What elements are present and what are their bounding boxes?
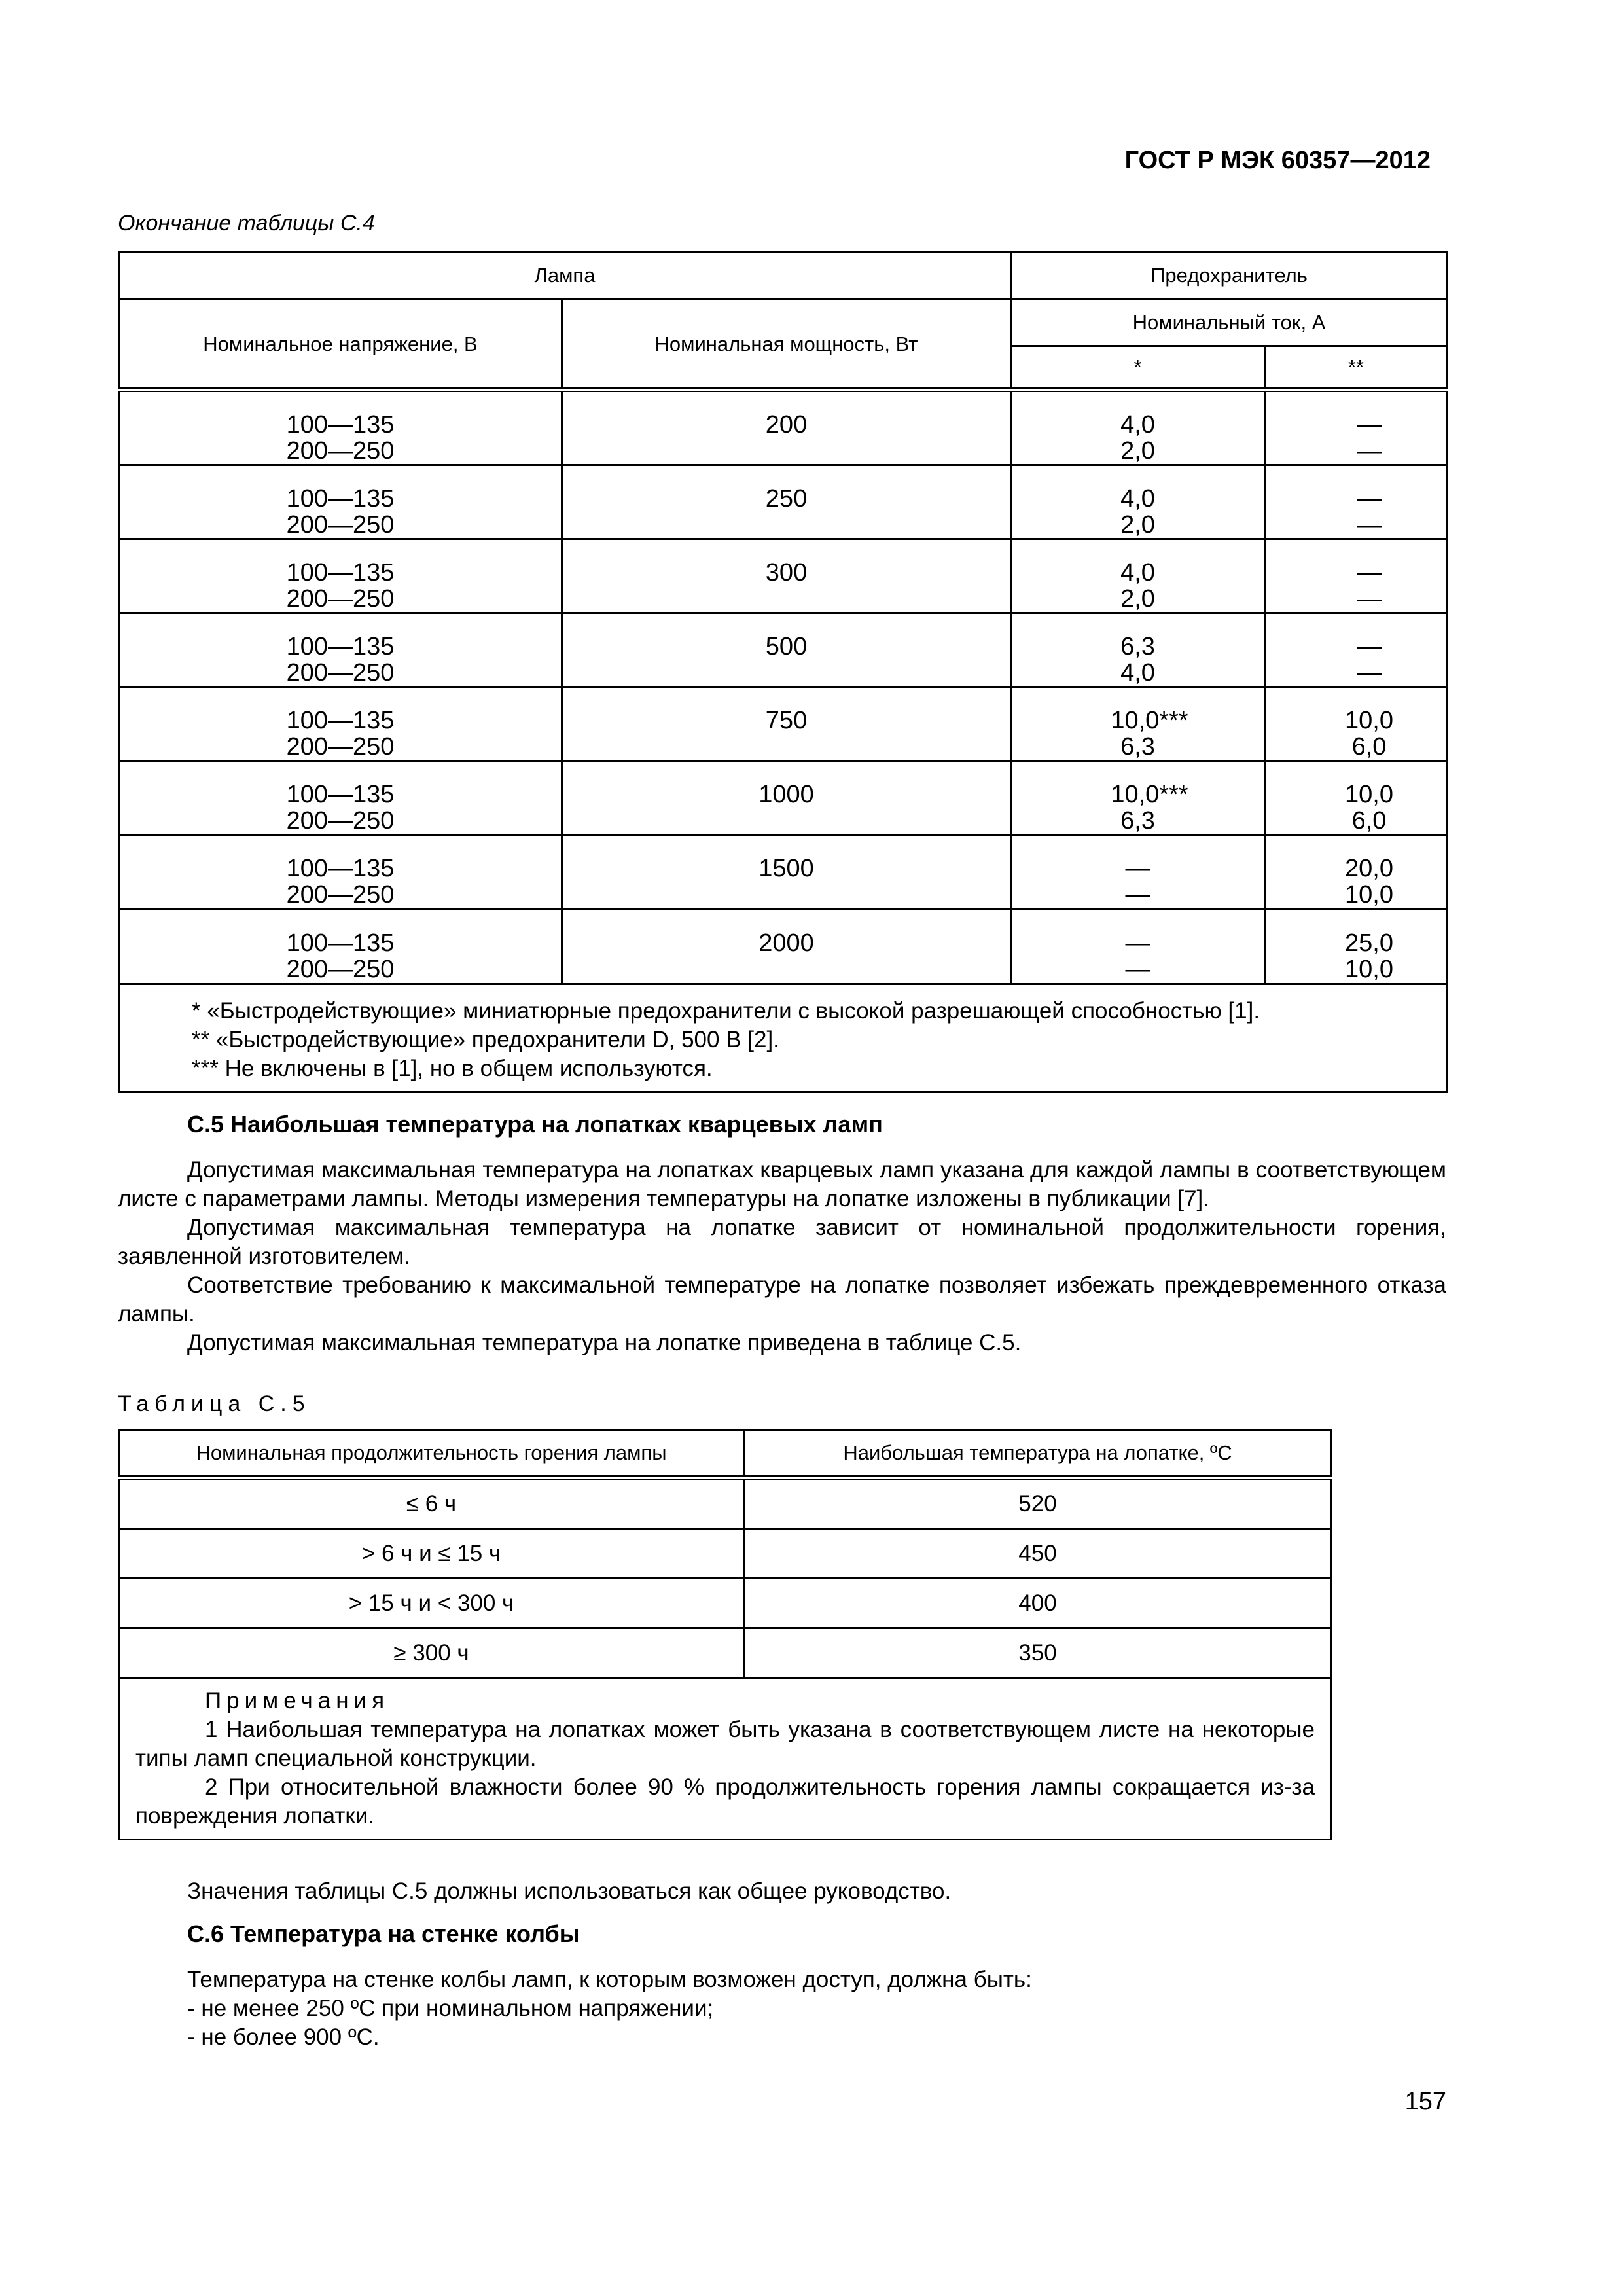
cell-fuse-2: — — <box>1265 465 1448 539</box>
cell-fuse-2: — — <box>1265 390 1448 465</box>
cell-fuse-1: 6,3 4,0 <box>1011 613 1265 687</box>
cell-power: 300 <box>562 539 1011 613</box>
table-row <box>119 1529 1332 1579</box>
cell-fuse-2: 20,0 10,0 <box>1265 835 1448 910</box>
section-c5-body <box>118 1156 1446 1357</box>
header-temperature: Наибольшая температура на лопатке, ºС <box>744 1430 1332 1478</box>
table-row <box>119 1579 1332 1628</box>
cell-duration: > 6 ч и ≤ 15 ч <box>119 1529 744 1579</box>
cell-voltage: 100—135 200—250 <box>119 835 562 910</box>
table-c5 <box>118 1429 1332 1840</box>
list-item: - не более 900 ºС. <box>187 2024 380 2050</box>
cell-power: 250 <box>562 465 1011 539</box>
cell-fuse-1: 10,0*** 6,3 <box>1011 761 1265 835</box>
page-number: 157 <box>1404 2088 1446 2115</box>
cell-temperature: 400 <box>744 1579 1332 1628</box>
header-lamp: Лампа <box>119 252 1011 300</box>
cell-voltage: 100—135 200—250 <box>119 539 562 613</box>
cell-power: 1500 <box>562 835 1011 910</box>
table-row <box>119 613 1448 687</box>
cell-power: 2000 <box>562 910 1011 984</box>
header-duration: Номинальная продолжительность горения лампы <box>119 1430 744 1478</box>
cell-fuse-1: 4,0 2,0 <box>1011 539 1265 613</box>
cell-fuse-1: 4,0 2,0 <box>1011 465 1265 539</box>
header-power: Номинальная мощность, Вт <box>562 300 1011 390</box>
cell-fuse-2: 10,0 6,0 <box>1265 761 1448 835</box>
table-row <box>119 761 1448 835</box>
document-code: ГОСТ Р МЭК 60357—2012 <box>1124 147 1431 174</box>
note: 1 Наибольшая температура на лопатках может быть указана в соответствующем листе на некоторые типы ламп специальной конструкции. <box>135 1717 1315 1771</box>
cell-voltage: 100—135 200—250 <box>119 390 562 465</box>
cell-fuse-1: — — <box>1011 910 1265 984</box>
paragraph: Допустимая максимальная температура на лопатке приведена в таблице С.5. <box>187 1330 1022 1355</box>
cell-fuse-2: — — <box>1265 613 1448 687</box>
table-row <box>119 539 1448 613</box>
cell-fuse-1: 4,0 2,0 <box>1011 390 1265 465</box>
cell-fuse-2: 25,0 10,0 <box>1265 910 1448 984</box>
paragraph: Допустимая максимальная температура на лопатке зависит от номинальной продолжительности горения, заявленной изготовителем. <box>118 1215 1446 1269</box>
header-fuse-type-2: ** <box>1265 346 1448 390</box>
table-c5-usage-note: Значения таблицы С.5 должны использоваться как общее руководство. <box>187 1878 952 1904</box>
table-row <box>119 465 1448 539</box>
header-fuse-type-1: * <box>1011 346 1265 390</box>
table-c4 <box>118 251 1448 1093</box>
cell-temperature: 450 <box>744 1529 1332 1579</box>
table-row <box>119 835 1448 910</box>
table-row <box>119 687 1448 761</box>
footnote: ** «Быстродействующие» предохранители D, 500 В [2]. <box>192 1027 779 1052</box>
table-row <box>119 910 1448 984</box>
cell-fuse-1: 10,0*** 6,3 <box>1011 687 1265 761</box>
header-current: Номинальный ток, А <box>1011 300 1448 346</box>
cell-temperature: 520 <box>744 1478 1332 1529</box>
section-c6-title: С.6 Температура на стенке колбы <box>187 1920 580 1947</box>
cell-voltage: 100—135 200—250 <box>119 687 562 761</box>
note: 2 При относительной влажности более 90 % продолжительность горения лампы сокращается из-за повреждения лопатки. <box>135 1774 1315 1829</box>
cell-fuse-2: — — <box>1265 539 1448 613</box>
footnote: * «Быстродействующие» миниатюрные предохранители с высокой разрешающей способностью [1]. <box>192 998 1260 1024</box>
section-c6-body <box>118 1965 1446 2052</box>
table-c4-caption: Окончание таблицы С.4 <box>118 211 375 236</box>
cell-voltage: 100—135 200—250 <box>119 761 562 835</box>
paragraph: Допустимая максимальная температура на лопатках кварцевых ламп указана для каждой лампы в соответствующем листе с параметрами лампы. Методы измерения температуры на лопатке изложены в публикации [7]. <box>118 1157 1446 1211</box>
cell-voltage: 100—135 200—250 <box>119 613 562 687</box>
cell-duration: > 15 ч и < 300 ч <box>119 1579 744 1628</box>
cell-power: 500 <box>562 613 1011 687</box>
cell-fuse-1: — — <box>1011 835 1265 910</box>
table-c5-caption: Таблица С.5 <box>118 1391 311 1416</box>
cell-power: 1000 <box>562 761 1011 835</box>
notes-title: Примечания <box>205 1688 390 1713</box>
paragraph: Соответствие требованию к максимальной температуре на лопатке позволяет избежать преждевременного отказа лампы. <box>118 1272 1446 1327</box>
section-c5-title: С.5 Наибольшая температура на лопатках кварцевых ламп <box>187 1111 883 1138</box>
footnote: *** Не включены в [1], но в общем используются. <box>192 1056 713 1081</box>
cell-temperature: 350 <box>744 1628 1332 1678</box>
table-c4-footnotes <box>119 984 1448 1092</box>
table-row <box>119 390 1448 465</box>
paragraph: Температура на стенке колбы ламп, к которым возможен доступ, должна быть: <box>187 1967 1032 1992</box>
cell-power: 750 <box>562 687 1011 761</box>
cell-voltage: 100—135 200—250 <box>119 910 562 984</box>
cell-voltage: 100—135 200—250 <box>119 465 562 539</box>
cell-power: 200 <box>562 390 1011 465</box>
header-voltage: Номинальное напряжение, В <box>119 300 562 390</box>
cell-fuse-2: 10,0 6,0 <box>1265 687 1448 761</box>
table-row <box>119 1478 1332 1529</box>
cell-duration: ≤ 6 ч <box>119 1478 744 1529</box>
table-row <box>119 1628 1332 1678</box>
table-c5-notes <box>119 1678 1332 1840</box>
cell-duration: ≥ 300 ч <box>119 1628 744 1678</box>
list-item: - не менее 250 ºС при номинальном напряжении; <box>187 1996 714 2021</box>
header-fuse: Предохранитель <box>1011 252 1448 300</box>
